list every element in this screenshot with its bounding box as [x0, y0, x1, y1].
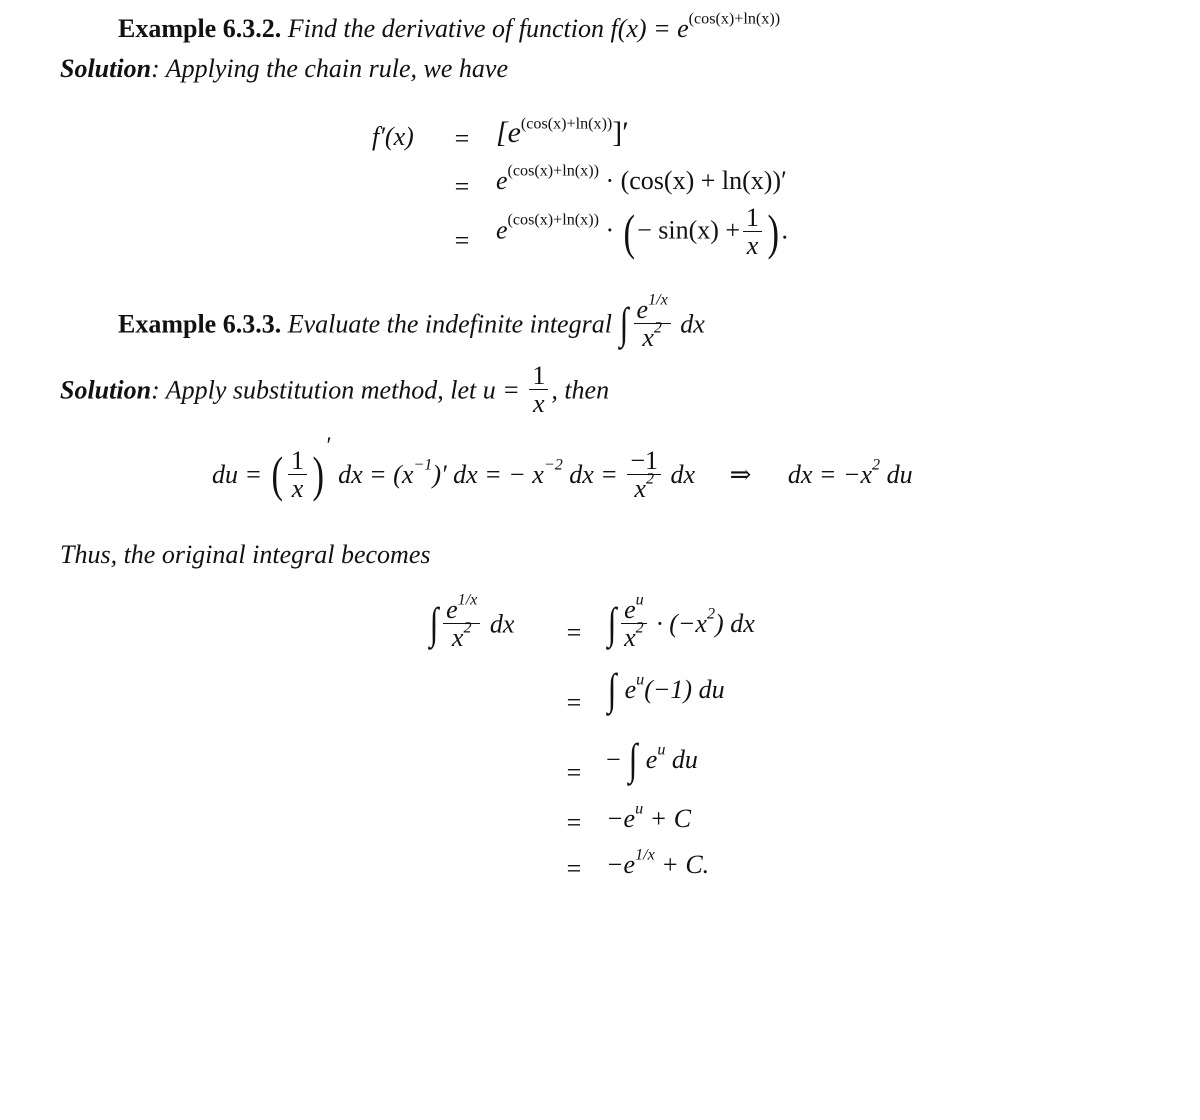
derivative-row-3 [496, 204, 788, 261]
row3-exponent: (cos(x)+ln(x)) [507, 211, 599, 229]
derivative-row-1 [496, 116, 629, 150]
derivative-eq-1: = [454, 124, 470, 153]
paren-close: ) [767, 204, 780, 260]
row2-base: e [496, 166, 508, 195]
row3-inner: − sin(x) + [637, 215, 741, 245]
example-label: Example 6.3.3. [118, 309, 282, 339]
row3-dot: · [605, 215, 615, 245]
fraction-1-over-x: $\frac{1}{x}$ [743, 204, 762, 261]
row2-rest: · (cos(x) + ln(x))′ [605, 166, 787, 195]
solution-label: Solution [60, 54, 152, 83]
solution-1-line [60, 54, 508, 84]
row2-exponent: (cos(x)+ln(x)) [507, 162, 599, 180]
integral-eq-3: = [566, 758, 582, 787]
r1-fraction: $\frac{e^u}{x^2}$ [621, 596, 647, 653]
function-definition: f(x) = e [610, 14, 689, 43]
lhs-fraction: $\frac{e^{1/x}}{x^2}$ [443, 596, 480, 653]
then-text: , then [551, 375, 610, 405]
integral-eq-2: = [566, 688, 582, 717]
substitution-line: du = ( $\frac{1}{x}$ )′ dx = $(x^{-1})'$ dx = − $x^{-2}$ dx = $\frac{-1}{x^2}$ dx ⇒ dx = $-x^2$ du [212, 433, 913, 503]
solution-label: Solution [60, 375, 152, 405]
integral-row-4: $-e^u + C$ [606, 800, 692, 833]
fraction-neg1-over-x2: $\frac{-1}{x^2}$ [627, 447, 661, 504]
fraction-1-over-x: $\frac{1}{x}$ [288, 447, 307, 504]
row3-base: e [496, 215, 508, 245]
example-6-3-3-heading [118, 291, 705, 353]
integral-eq-5: = [566, 854, 582, 883]
example-label: Example 6.3.2. [118, 14, 282, 43]
derivative-eq-3: = [454, 226, 470, 255]
solution-text: : Apply substitution method, let u = [151, 375, 520, 405]
derivative-row-2 [496, 162, 787, 196]
integral-lhs: ∫ $\frac{e^{1/x}}{x^2}$ dx [429, 591, 515, 653]
dx-result: dx = $-x^2$ du [787, 456, 913, 490]
differential: dx [680, 309, 705, 339]
row1-exponent: (cos(x)+ln(x)) [520, 115, 613, 133]
example-text: Evaluate the indefinite integral [287, 309, 612, 339]
integral-row-2: ∫ $e^u(-1)$ du [607, 665, 725, 714]
integral-eq-4: = [566, 808, 582, 837]
integral-eq-1: = [566, 618, 582, 647]
integral-row-1: ∫ $\frac{e^u}{x^2}$ · $(-x^2)$ dx [607, 591, 755, 653]
derivative-eq-2: = [454, 172, 470, 201]
subst-part-2: dx = $(x^{-1})'$ dx = − $x^{-2}$ dx = [338, 456, 618, 490]
example-6-3-2-heading [118, 10, 781, 44]
integral-sign: ∫ [620, 299, 629, 349]
integral-row-5: $-e^{1/x} + C$. [606, 846, 710, 879]
implies-arrow: ⇒ [729, 460, 752, 490]
bracket-close: ]′ [612, 116, 629, 149]
function-exponent: (cos(x)+ln(x)) [688, 10, 781, 28]
derivative-lhs: f′(x) [372, 122, 414, 151]
subst-dx: dx [670, 460, 696, 490]
paren-open: ( [623, 204, 635, 260]
solution-text: : Applying the chain rule, we have [151, 54, 508, 83]
integrand-fraction: $\frac{e^{1/x}}{x^2}$ [634, 296, 671, 353]
u-fraction: $\frac{1}{x}$ [529, 362, 548, 419]
thus-line: Thus, the original integral becomes [60, 540, 431, 569]
solution-2-line [60, 362, 609, 419]
example-text: Find the derivative of function [287, 14, 604, 43]
bracket-open-e: [e [496, 116, 521, 149]
integral-row-3: − ∫ $e^u$ du [606, 735, 698, 784]
row3-end: . [781, 215, 788, 245]
du-eq: du = [212, 460, 263, 490]
